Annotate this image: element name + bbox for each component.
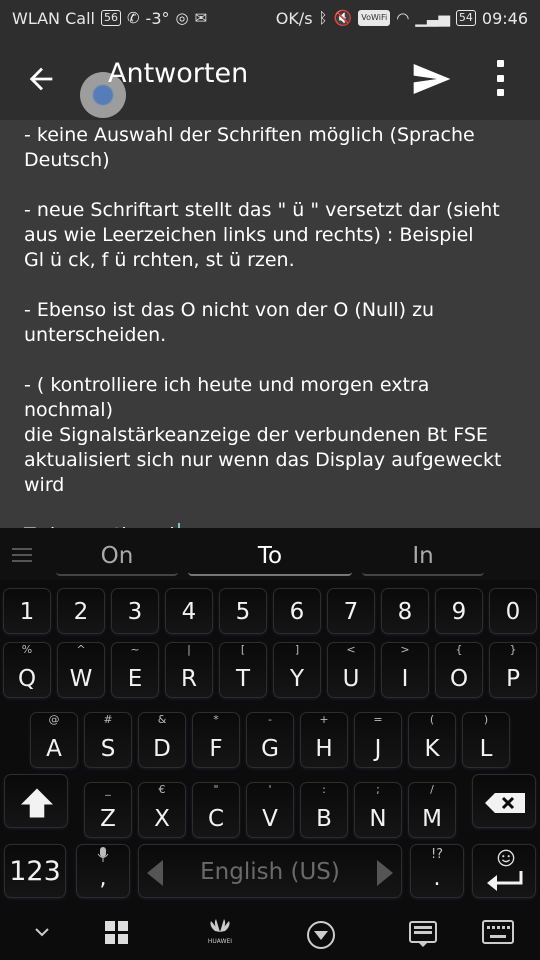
letter-key-y[interactable] — [273, 642, 321, 698]
signal-icon: ▁▃▅ — [415, 9, 450, 27]
shift-icon — [19, 787, 55, 819]
suggestion-right[interactable]: In — [362, 536, 484, 576]
key-label: O — [449, 666, 469, 692]
key-label: T — [235, 666, 251, 692]
key-secondary-label: | — [187, 643, 191, 656]
key-label: E — [127, 666, 143, 692]
temperature-label: -3° — [145, 8, 170, 28]
enter-key[interactable] — [472, 844, 536, 898]
key-label: P — [506, 666, 520, 692]
more-vert-icon[interactable] — [494, 60, 506, 96]
key-label: A — [46, 736, 62, 762]
key-secondary-label: * — [213, 713, 219, 726]
smiley-icon — [497, 849, 515, 867]
navigation-bar — [0, 906, 540, 960]
letter-key-z[interactable] — [84, 782, 132, 838]
huawei-logo-icon[interactable] — [200, 918, 240, 945]
letter-key-l[interactable] — [462, 712, 510, 768]
key-secondary-label: ' — [268, 783, 272, 796]
key-secondary-label: [ — [240, 643, 246, 656]
key-label: 4 — [181, 599, 197, 625]
key-secondary-label: - — [268, 713, 272, 726]
letter-key-d[interactable] — [138, 712, 186, 768]
suggestion-left[interactable]: On — [56, 536, 178, 576]
key-label: Y — [289, 666, 305, 692]
key-secondary-label: € — [158, 783, 166, 796]
key-label: U — [342, 666, 360, 692]
backspace-key[interactable] — [472, 774, 536, 828]
letter-key-m[interactable] — [408, 782, 456, 838]
grid-icon[interactable] — [104, 920, 130, 946]
key-label: W — [69, 666, 93, 692]
soft-keyboard — [0, 528, 540, 906]
key-secondary-label: # — [103, 713, 113, 726]
keyboard-icon[interactable] — [482, 920, 514, 946]
symbols-mode-key[interactable]: 123 — [4, 844, 66, 898]
clock: 09:46 — [481, 8, 528, 28]
key-secondary-label: ] — [294, 643, 300, 656]
huawei-petals-icon — [207, 918, 233, 934]
number-key-8[interactable] — [381, 588, 429, 634]
mic-icon — [77, 847, 129, 867]
number-key-1[interactable] — [3, 588, 51, 634]
letter-key-n[interactable] — [354, 782, 402, 838]
key-secondary-label: } — [509, 643, 517, 656]
letter-key-q[interactable] — [3, 642, 51, 698]
number-key-3[interactable] — [111, 588, 159, 634]
key-secondary-label: % — [21, 643, 33, 656]
key-secondary-label: > — [400, 643, 410, 656]
vowifi-badge: VoWiFi — [358, 10, 390, 26]
key-secondary-label: < — [346, 643, 356, 656]
letter-key-j[interactable] — [354, 712, 402, 768]
clipboard-icon[interactable] — [408, 920, 438, 948]
period-secondary: !? — [430, 847, 444, 862]
letter-key-r[interactable] — [165, 642, 213, 698]
network-badge: 56 — [101, 10, 121, 26]
key-secondary-label: : — [322, 783, 326, 796]
suggestion-bar — [0, 528, 540, 580]
letter-key-v[interactable] — [246, 782, 294, 838]
mute-icon: 🔇 — [333, 9, 353, 27]
key-label: V — [262, 806, 278, 832]
key-label: 1 — [19, 599, 35, 625]
comma-label: , — [99, 866, 107, 891]
letter-key-x[interactable] — [138, 782, 186, 838]
key-label: R — [181, 666, 197, 692]
period-key[interactable] — [410, 844, 464, 898]
enter-icon — [485, 869, 525, 893]
key-label: 5 — [235, 599, 251, 625]
number-key-7[interactable] — [327, 588, 375, 634]
download-circle-icon[interactable] — [306, 920, 336, 950]
key-secondary-label: = — [373, 713, 383, 726]
key-secondary-label: _ — [105, 783, 111, 796]
key-label: 0 — [505, 599, 521, 625]
key-label: J — [374, 736, 382, 762]
key-secondary-label: + — [319, 713, 329, 726]
key-label: M — [422, 806, 442, 832]
bluetooth-icon: ᛒ — [318, 9, 328, 27]
message-editor[interactable] — [0, 120, 540, 528]
status-left — [12, 9, 207, 28]
key-label: X — [154, 806, 170, 832]
arrow-left-icon[interactable] — [24, 62, 58, 96]
carrier-label: WLAN Call — [12, 8, 95, 28]
key-label: 3 — [127, 599, 143, 625]
key-label: K — [424, 736, 440, 762]
key-label: D — [153, 736, 171, 762]
huawei-brand-label: HUAWEI — [207, 938, 233, 945]
number-key-5[interactable] — [219, 588, 267, 634]
network-speed-label: OK/s — [275, 8, 313, 28]
key-label: Q — [17, 666, 37, 692]
key-label: L — [479, 736, 493, 762]
backspace-icon — [485, 793, 525, 813]
key-secondary-label: / — [430, 783, 434, 796]
letter-key-t[interactable] — [219, 642, 267, 698]
letter-key-p[interactable] — [489, 642, 537, 698]
key-secondary-label: & — [157, 713, 167, 726]
letter-key-b[interactable] — [300, 782, 348, 838]
wifi-call-icon: ✆ — [126, 9, 140, 27]
key-label: F — [209, 736, 223, 762]
key-label: 7 — [343, 599, 359, 625]
key-label: 8 — [397, 599, 413, 625]
letter-key-s[interactable] — [84, 712, 132, 768]
key-label: C — [207, 806, 225, 832]
space-label: English (US) — [200, 859, 340, 885]
letter-key-h[interactable] — [300, 712, 348, 768]
letter-key-c[interactable] — [192, 782, 240, 838]
letter-key-f[interactable] — [192, 712, 240, 768]
period-label: . — [433, 866, 441, 891]
letter-key-w[interactable] — [57, 642, 105, 698]
key-label: B — [316, 806, 332, 832]
shift-key[interactable] — [4, 774, 68, 828]
letter-key-u[interactable] — [327, 642, 375, 698]
key-label: 2 — [73, 599, 89, 625]
key-label: 6 — [289, 599, 305, 625]
key-label: Z — [100, 806, 116, 832]
app-bar — [0, 36, 540, 120]
key-secondary-label: ^ — [76, 643, 86, 656]
number-key-0[interactable] — [489, 588, 537, 634]
letter-key-o[interactable] — [435, 642, 483, 698]
key-label: S — [100, 736, 116, 762]
mail-icon: ✉ — [194, 9, 208, 27]
key-label: I — [401, 666, 409, 692]
message-body: - keine Auswahl der Schriften möglich (Sprache Deutsch) - neue Schriftart stellt das " ü " versetzt dar (sieht aus wie Leerzeichen links und rechts) : Beispiel Gl ü ck, f ü rchten, st ü rzen. - Ebenso ist das O nicht von der O (Null) zu unterscheiden. - ( kontrolliere ich heute und morgen extra nochmal) die Signalstärkeanzeige der verbundenen Bt FSE aktualisiert sich nur wenn das Display aufgeweckt wird — [24, 124, 502, 496]
letter-key-k[interactable] — [408, 712, 456, 768]
key-secondary-label: ) — [483, 713, 489, 726]
letter-key-g[interactable] — [246, 712, 294, 768]
suggestion-center[interactable]: To — [188, 536, 352, 576]
wifi-icon: ◠ — [396, 9, 410, 27]
letter-key-i[interactable] — [381, 642, 429, 698]
key-label: G — [261, 736, 279, 762]
menu-icon[interactable] — [12, 548, 32, 562]
number-key-2[interactable] — [57, 588, 105, 634]
page-title: Antworten — [108, 58, 249, 89]
key-secondary-label: " — [213, 783, 219, 796]
message-text[interactable] — [24, 123, 524, 548]
letter-key-e[interactable] — [111, 642, 159, 698]
key-label: H — [315, 736, 333, 762]
key-label: 9 — [451, 599, 467, 625]
key-secondary-label: { — [455, 643, 463, 656]
send-icon[interactable] — [412, 62, 452, 96]
key-secondary-label: ~ — [130, 643, 140, 656]
status-bar — [0, 0, 540, 36]
number-key-9[interactable] — [435, 588, 483, 634]
number-key-4[interactable] — [165, 588, 213, 634]
number-key-6[interactable] — [273, 588, 321, 634]
cursor-right-icon[interactable] — [377, 860, 393, 886]
whatsapp-icon: ◎ — [175, 9, 189, 27]
comma-key[interactable] — [76, 844, 130, 898]
space-key[interactable] — [138, 844, 402, 898]
key-label: N — [369, 806, 387, 832]
status-right — [276, 9, 528, 28]
battery-icon: 54 — [456, 10, 476, 26]
key-secondary-label: ( — [429, 713, 435, 726]
key-secondary-label: ; — [376, 783, 380, 796]
chevron-down-icon[interactable] — [34, 926, 50, 938]
letter-key-a[interactable] — [30, 712, 78, 768]
key-secondary-label: @ — [48, 713, 60, 726]
